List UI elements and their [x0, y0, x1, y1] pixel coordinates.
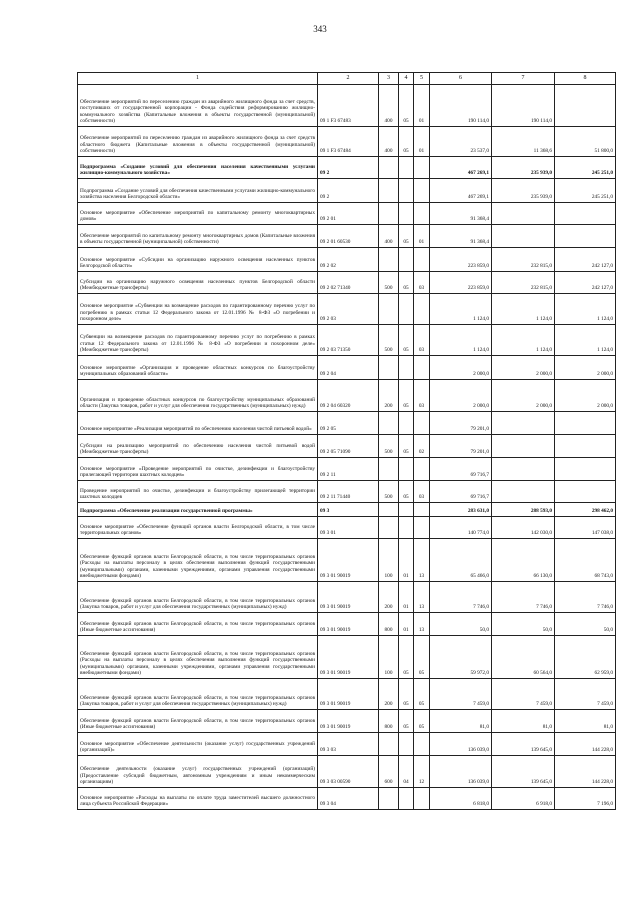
row-name-cell: Подпрограмма «Создание условий для обеспечения качественными услугами жилищно-коммунального хозяйства населения Белгородской области» — [78, 179, 318, 203]
row-name-cell: Основное мероприятие «Обеспечение деятельности (оказание услуг) государственных учреждений (организаций)» — [78, 733, 318, 756]
row-name-cell: Обеспечение мероприятий по капитальному ремонту многоквартирных домов (Капитальные вложения в объекты государственной (муниципальной) собственности) — [78, 225, 318, 248]
row-amount-2021-cell: 245 251,0 — [555, 179, 616, 203]
row-pr-cell — [414, 294, 430, 325]
row-amount-2020-cell: 232 815,0 — [492, 272, 555, 294]
row-amount-2021-cell: 7 746,0 — [555, 582, 616, 613]
row-amount-2019-cell: 91 368,4 — [430, 225, 492, 248]
row-pr-cell: 03 — [414, 380, 430, 412]
row-code-cell: 09 2 — [318, 179, 379, 203]
page-number: 343 — [313, 24, 327, 34]
row-pr-cell: 12 — [414, 756, 430, 788]
row-amount-2020-cell — [492, 225, 555, 248]
table-row — [78, 179, 616, 203]
table-row — [78, 481, 616, 503]
row-amount-2020-cell: 7 746,0 — [492, 582, 555, 613]
row-vr-cell — [379, 294, 399, 325]
row-pr-cell: 01 — [414, 127, 430, 157]
row-code-cell: 09 2 02 71340 — [318, 272, 379, 294]
row-amount-2019-cell: 467 269,1 — [430, 179, 492, 203]
row-name-cell: Организация и проведение областных конкурсов по благоустройству муниципальных образований области (Закупка товаров, работ и услуг для обеспечения государственных (муниципальных) нужд) — [78, 380, 318, 412]
row-rz-cell — [399, 203, 414, 225]
row-vr-cell — [379, 203, 399, 225]
table-row — [78, 127, 616, 157]
row-amount-2019-cell: 6 818,0 — [430, 788, 492, 810]
row-pr-cell — [414, 503, 430, 517]
row-vr-cell — [379, 412, 399, 435]
row-pr-cell — [414, 733, 430, 756]
row-amount-2021-cell: 7 459,0 — [555, 679, 616, 710]
row-rz-cell: 05 — [399, 380, 414, 412]
row-code-cell: 09 2 04 — [318, 356, 379, 380]
table-row — [78, 225, 616, 248]
row-pr-cell — [414, 356, 430, 380]
header-cell: 2 — [318, 73, 379, 85]
row-amount-2020-cell — [492, 412, 555, 435]
table-row — [78, 157, 616, 179]
row-amount-2019-cell: 223 859,0 — [430, 248, 492, 272]
header-cell: 4 — [399, 73, 414, 85]
row-rz-cell: 04 — [399, 756, 414, 788]
row-amount-2019-cell: 81,0 — [430, 710, 492, 733]
row-amount-2020-cell: 7 459,0 — [492, 679, 555, 710]
row-vr-cell: 400 — [379, 85, 399, 127]
row-rz-cell: 01 — [399, 582, 414, 613]
row-rz-cell: 05 — [399, 435, 414, 458]
row-name-cell: Основное мероприятие «Реализация мероприятий по обеспечению населения чистой питьевой водой» — [78, 412, 318, 435]
row-rz-cell: 05 — [399, 127, 414, 157]
row-amount-2020-cell: 1 124,0 — [492, 325, 555, 356]
row-rz-cell — [399, 503, 414, 517]
row-name-cell: Обеспечение функций органов власти Белгородской области, в том числе территориальных органов (Закупка товаров, работ и услуг для обеспечения государственных (муниципальных) нужд) — [78, 582, 318, 613]
row-name-cell: Основное мероприятие «Обеспечение функций органов власти Белгородской области, в том числе территориальных органов» — [78, 517, 318, 539]
row-pr-cell — [414, 458, 430, 481]
row-amount-2021-cell: 245 251,0 — [555, 157, 616, 179]
row-vr-cell — [379, 179, 399, 203]
row-code-cell: 09 2 01 60530 — [318, 225, 379, 248]
table-row — [78, 733, 616, 756]
row-amount-2020-cell: 139 645,0 — [492, 756, 555, 788]
table-row — [78, 539, 616, 582]
row-rz-cell: 05 — [399, 636, 414, 679]
row-code-cell: 09 2 05 71090 — [318, 435, 379, 458]
row-rz-cell — [399, 458, 414, 481]
row-amount-2020-cell: 232 815,0 — [492, 248, 555, 272]
row-pr-cell: 13 — [414, 539, 430, 582]
row-code-cell: 09 3 01 90019 — [318, 710, 379, 733]
row-amount-2020-cell — [492, 203, 555, 225]
row-name-cell: Основное мероприятие «Субсидии на организацию наружного освещения населенных пунктов Белгородской области» — [78, 248, 318, 272]
table-row — [78, 756, 616, 788]
row-amount-2021-cell: 81,0 — [555, 710, 616, 733]
row-amount-2019-cell: 23 537,0 — [430, 127, 492, 157]
row-vr-cell: 100 — [379, 636, 399, 679]
row-vr-cell — [379, 517, 399, 539]
row-code-cell: 09 2 03 71350 — [318, 325, 379, 356]
row-pr-cell: 03 — [414, 325, 430, 356]
row-amount-2020-cell: 142 030,0 — [492, 517, 555, 539]
row-vr-cell: 500 — [379, 325, 399, 356]
table-row — [78, 85, 616, 127]
row-amount-2019-cell: 59 972,0 — [430, 636, 492, 679]
row-amount-2021-cell: 7 196,0 — [555, 788, 616, 810]
row-rz-cell: 05 — [399, 481, 414, 503]
table-row — [78, 788, 616, 810]
row-rz-cell — [399, 157, 414, 179]
row-amount-2019-cell: 7 746,0 — [430, 582, 492, 613]
row-amount-2020-cell: 11 368,6 — [492, 127, 555, 157]
row-pr-cell — [414, 203, 430, 225]
table-row — [78, 272, 616, 294]
header-cell: 1 — [78, 73, 318, 85]
row-amount-2019-cell: 283 631,0 — [430, 503, 492, 517]
row-amount-2021-cell: 51 800,0 — [555, 127, 616, 157]
header-cell: 5 — [414, 73, 430, 85]
row-vr-cell — [379, 356, 399, 380]
header-cell: 8 — [555, 73, 616, 85]
row-amount-2020-cell: 2 000,0 — [492, 356, 555, 380]
row-vr-cell: 100 — [379, 539, 399, 582]
row-name-cell: Обеспечение деятельности (оказание услуг) государственных учреждений (организаций) (Предоставление субсидий бюджетным, автономным учреждениям и иным некоммерческим организациям) — [78, 756, 318, 788]
row-amount-2020-cell: 50,0 — [492, 613, 555, 636]
row-code-cell: 09 3 01 90019 — [318, 679, 379, 710]
row-rz-cell — [399, 356, 414, 380]
row-pr-cell — [414, 179, 430, 203]
row-rz-cell — [399, 248, 414, 272]
row-amount-2019-cell: 7 459,0 — [430, 679, 492, 710]
row-amount-2020-cell — [492, 481, 555, 503]
row-rz-cell — [399, 179, 414, 203]
row-amount-2019-cell: 1 124,0 — [430, 294, 492, 325]
row-code-cell: 09 2 01 — [318, 203, 379, 225]
row-amount-2021-cell: 50,0 — [555, 613, 616, 636]
table-row — [78, 710, 616, 733]
row-name-cell: Субсидии на организацию наружного освещения населенных пунктов Белгородской области (Межбюджетные трансферты) — [78, 272, 318, 294]
row-amount-2021-cell: 2 000,0 — [555, 380, 616, 412]
row-pr-cell — [414, 157, 430, 179]
row-amount-2020-cell: 288 593,0 — [492, 503, 555, 517]
row-name-cell: Обеспечение функций органов власти Белгородской области, в том числе территориальных органов (Иные бюджетные ассигнования) — [78, 710, 318, 733]
row-code-cell: 09 2 02 — [318, 248, 379, 272]
row-amount-2021-cell — [555, 458, 616, 481]
row-code-cell: 09 1 F3 67483 — [318, 85, 379, 127]
row-amount-2020-cell: 81,0 — [492, 710, 555, 733]
row-rz-cell: 01 — [399, 539, 414, 582]
row-amount-2019-cell: 50,0 — [430, 613, 492, 636]
row-rz-cell: 01 — [399, 613, 414, 636]
row-pr-cell: 01 — [414, 225, 430, 248]
row-rz-cell: 05 — [399, 225, 414, 248]
row-vr-cell: 800 — [379, 613, 399, 636]
row-code-cell: 09 3 01 90019 — [318, 613, 379, 636]
row-pr-cell: 13 — [414, 582, 430, 613]
table-row — [78, 517, 616, 539]
row-amount-2019-cell: 79 201,0 — [430, 412, 492, 435]
row-code-cell: 09 3 03 — [318, 733, 379, 756]
row-amount-2019-cell: 190 114,0 — [430, 85, 492, 127]
row-code-cell: 09 2 11 71440 — [318, 481, 379, 503]
row-amount-2021-cell: 62 959,0 — [555, 636, 616, 679]
row-pr-cell: 03 — [414, 272, 430, 294]
row-pr-cell: 01 — [414, 85, 430, 127]
row-amount-2019-cell: 140 774,0 — [430, 517, 492, 539]
row-code-cell: 09 2 11 — [318, 458, 379, 481]
row-vr-cell: 500 — [379, 481, 399, 503]
row-vr-cell: 400 — [379, 127, 399, 157]
row-name-cell: Обеспечение функций органов власти Белгородской области, в том числе территориальных органов (Иные бюджетные ассигнования) — [78, 613, 318, 636]
row-amount-2021-cell — [555, 85, 616, 127]
row-pr-cell: 13 — [414, 613, 430, 636]
row-code-cell: 09 2 04 60320 — [318, 380, 379, 412]
row-pr-cell — [414, 788, 430, 810]
table-row — [78, 294, 616, 325]
table-row — [78, 203, 616, 225]
row-amount-2019-cell: 1 124,0 — [430, 325, 492, 356]
row-pr-cell: 05 — [414, 679, 430, 710]
row-amount-2021-cell: 2 000,0 — [555, 356, 616, 380]
row-vr-cell: 200 — [379, 380, 399, 412]
row-amount-2019-cell: 69 716,7 — [430, 458, 492, 481]
table-header-row — [78, 73, 616, 85]
row-vr-cell — [379, 157, 399, 179]
row-code-cell: 09 3 01 90019 — [318, 582, 379, 613]
table-row — [78, 412, 616, 435]
row-amount-2020-cell: 139 645,0 — [492, 733, 555, 756]
row-amount-2020-cell: 1 124,0 — [492, 294, 555, 325]
row-code-cell: 09 3 01 — [318, 517, 379, 539]
row-pr-cell: 05 — [414, 710, 430, 733]
row-name-cell: Проведение мероприятий по очистке, дезинфекции и благоустройству прилегающей территории шахтных колодцев — [78, 481, 318, 503]
row-name-cell: Основное мероприятие «Проведение мероприятий по очистке, дезинфекции и благоустройству прилегающей территории шахтных колодцев» — [78, 458, 318, 481]
row-vr-cell: 500 — [379, 435, 399, 458]
row-pr-cell — [414, 248, 430, 272]
row-code-cell: 09 3 04 — [318, 788, 379, 810]
row-amount-2021-cell: 298 462,0 — [555, 503, 616, 517]
row-code-cell: 09 1 F3 67484 — [318, 127, 379, 157]
row-name-cell: Субсидии на реализацию мероприятий по обеспечению населения чистой питьевой водой (Межбюджетные трансферты) — [78, 435, 318, 458]
row-rz-cell — [399, 294, 414, 325]
row-rz-cell — [399, 733, 414, 756]
row-amount-2020-cell: 190 114,0 — [492, 85, 555, 127]
row-vr-cell — [379, 503, 399, 517]
row-name-cell: Субвенции на возмещение расходов по гарантированному перечню услуг по погребению в рамках статьи 12 Федерального закона от 12.01.1996 № 8-ФЗ «О погребении и похоронном деле» (Межбюджетные трансферты) — [78, 325, 318, 356]
row-amount-2021-cell — [555, 203, 616, 225]
row-name-cell: Обеспечение мероприятий по переселению граждан из аварийного жилищного фонда за счет средств областного бюджета (Капитальные вложения в объекты государственной (муниципальной) собственности) — [78, 127, 318, 157]
row-amount-2019-cell: 467 269,1 — [430, 157, 492, 179]
row-amount-2020-cell: 6 918,0 — [492, 788, 555, 810]
budget-table — [77, 72, 616, 810]
row-code-cell: 09 2 — [318, 157, 379, 179]
table-row — [78, 613, 616, 636]
row-vr-cell: 200 — [379, 582, 399, 613]
row-amount-2021-cell: 68 743,0 — [555, 539, 616, 582]
row-vr-cell: 400 — [379, 225, 399, 248]
row-rz-cell: 05 — [399, 679, 414, 710]
row-code-cell: 09 3 03 00590 — [318, 756, 379, 788]
row-amount-2021-cell: 147 038,0 — [555, 517, 616, 539]
row-amount-2020-cell — [492, 458, 555, 481]
header-cell: 7 — [492, 73, 555, 85]
row-vr-cell — [379, 458, 399, 481]
table-row — [78, 325, 616, 356]
table-row — [78, 248, 616, 272]
row-amount-2019-cell: 2 000,0 — [430, 356, 492, 380]
row-amount-2020-cell: 2 000,0 — [492, 380, 555, 412]
row-vr-cell: 600 — [379, 756, 399, 788]
row-vr-cell — [379, 248, 399, 272]
row-name-cell: Обеспечение функций органов власти Белгородской области, в том числе территориальных органов (Закупка товаров, работ и услуг для обеспечения государственных (муниципальных) нужд) — [78, 679, 318, 710]
row-rz-cell — [399, 517, 414, 539]
row-name-cell: Основное мероприятие «Обеспечение мероприятий по капитальному ремонту многоквартирных домов» — [78, 203, 318, 225]
row-amount-2021-cell — [555, 481, 616, 503]
row-amount-2020-cell: 60 564,0 — [492, 636, 555, 679]
row-amount-2020-cell: 235 939,0 — [492, 179, 555, 203]
table-row — [78, 636, 616, 679]
row-amount-2021-cell: 242 127,0 — [555, 248, 616, 272]
row-rz-cell — [399, 788, 414, 810]
row-amount-2021-cell: 1 124,0 — [555, 325, 616, 356]
row-amount-2020-cell — [492, 435, 555, 458]
row-name-cell: Основное мероприятие «Субвенции на возмещение расходов по гарантированному перечню услуг по погребению в рамках статьи 12 Федерального закона от 12.01.1996 № 8-ФЗ «О погребении и похоронном деле» — [78, 294, 318, 325]
table-row — [78, 356, 616, 380]
row-code-cell: 09 3 — [318, 503, 379, 517]
row-name-cell: Подпрограмма «Обеспечение реализации государственной программы» — [78, 503, 318, 517]
row-rz-cell — [399, 412, 414, 435]
row-vr-cell: 500 — [379, 272, 399, 294]
row-rz-cell: 05 — [399, 272, 414, 294]
table-row — [78, 458, 616, 481]
header-cell: 3 — [379, 73, 399, 85]
row-pr-cell: 03 — [414, 481, 430, 503]
row-rz-cell: 05 — [399, 710, 414, 733]
row-amount-2019-cell: 69 716,7 — [430, 481, 492, 503]
row-amount-2021-cell: 144 228,0 — [555, 756, 616, 788]
row-pr-cell — [414, 412, 430, 435]
header-cell: 6 — [430, 73, 492, 85]
row-vr-cell: 200 — [379, 679, 399, 710]
row-vr-cell: 800 — [379, 710, 399, 733]
row-code-cell: 09 2 05 — [318, 412, 379, 435]
row-amount-2021-cell — [555, 412, 616, 435]
row-code-cell: 09 3 01 90019 — [318, 636, 379, 679]
row-pr-cell: 02 — [414, 435, 430, 458]
row-vr-cell — [379, 788, 399, 810]
table-row — [78, 582, 616, 613]
row-amount-2020-cell: 66 130,0 — [492, 539, 555, 582]
row-amount-2019-cell: 65 466,0 — [430, 539, 492, 582]
row-code-cell: 09 2 03 — [318, 294, 379, 325]
row-name-cell: Основное мероприятие «Организация и проведение областных конкурсов по благоустройству муниципальных образований области» — [78, 356, 318, 380]
row-amount-2019-cell: 79 201,0 — [430, 435, 492, 458]
row-amount-2021-cell: 1 124,0 — [555, 294, 616, 325]
row-code-cell: 09 3 01 90019 — [318, 539, 379, 582]
row-amount-2020-cell: 235 939,0 — [492, 157, 555, 179]
row-name-cell: Обеспечение функций органов власти Белгородской области, в том числе территориальных органов (Расходы на выплаты персоналу в целях обеспечения выполнения функций государственными (муниципальными) органами, казенными учреждениями, органами управления государственными внебюджетными фондами) — [78, 539, 318, 582]
row-pr-cell — [414, 517, 430, 539]
table-row — [78, 435, 616, 458]
row-name-cell: Основное мероприятие «Расходы на выплаты по оплате труда заместителей высшего должностного лица субъекта Российской Федерации» — [78, 788, 318, 810]
row-rz-cell: 05 — [399, 325, 414, 356]
row-rz-cell: 05 — [399, 85, 414, 127]
row-amount-2019-cell: 223 859,0 — [430, 272, 492, 294]
row-name-cell: Подпрограмма «Создание условий для обеспечения населения качественными услугами жилищно-коммунального хозяйства» — [78, 157, 318, 179]
row-name-cell: Обеспечение функций органов власти Белгородской области, в том числе территориальных органов (Расходы на выплаты персоналу в целях обеспечения выполнения функций государственными (муниципальными) органами, казенными учреждениями, органами управления государственными внебюджетными фондами) — [78, 636, 318, 679]
row-amount-2019-cell: 136 039,0 — [430, 756, 492, 788]
row-amount-2021-cell — [555, 435, 616, 458]
row-name-cell: Обеспечение мероприятий по переселению граждан из аварийного жилищного фонда за счет средств, поступивших от государственной корпорации - Фонда содействия реформированию жилищно-коммунального хозяйства (Капитальные вложения в объекты государственной (муниципальной) собственности) — [78, 85, 318, 127]
table-row — [78, 380, 616, 412]
table-row — [78, 503, 616, 517]
row-vr-cell — [379, 733, 399, 756]
row-pr-cell: 05 — [414, 636, 430, 679]
row-amount-2019-cell: 136 039,0 — [430, 733, 492, 756]
table-row — [78, 679, 616, 710]
row-amount-2019-cell: 91 368,4 — [430, 203, 492, 225]
row-amount-2021-cell: 144 228,0 — [555, 733, 616, 756]
row-amount-2019-cell: 2 000,0 — [430, 380, 492, 412]
row-amount-2021-cell: 242 127,0 — [555, 272, 616, 294]
row-amount-2021-cell — [555, 225, 616, 248]
